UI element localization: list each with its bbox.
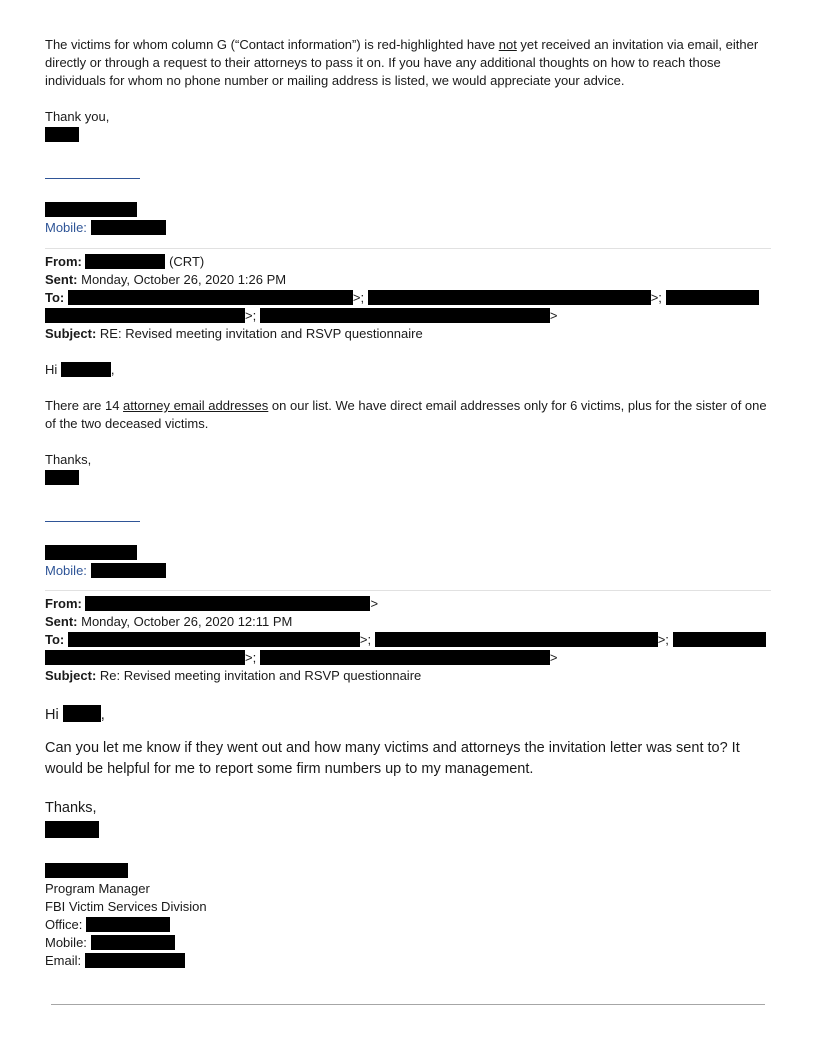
redacted-mobile [91,935,175,950]
mobile-line [45,562,771,580]
email-label: Email: [45,953,82,968]
recipient-separator: >; [352,290,365,305]
intro-closing: Thank you, [45,109,110,124]
greeting-punct: , [110,362,115,377]
redacted-recipient [673,632,766,647]
office-label: Office: [45,917,83,932]
recipient-end: > [549,308,558,323]
recipient-separator: >; [245,308,257,323]
email2-sent [45,613,771,631]
subject-value: RE: Revised meeting invitation and RSVP questionnaire [99,326,423,341]
redacted-recipient [375,632,658,647]
redacted-mobile [91,220,166,235]
redacted-name [45,470,79,485]
email2-to-cont [45,649,771,667]
body-text-2: on our list. We have direct email addresses only for 6 victims, plus for the sister of one of the two deceased victims. [45,398,767,431]
email2-body: Can you let me know if they went out and how many victims and attorneys the invitation letter was sent to? It would be helpful for me to report some firm numbers up to my management. [45,740,740,777]
email1-body [45,397,771,433]
attorney-email-link[interactable]: attorney email addresses [123,398,269,413]
redacted-signature-name [45,202,137,217]
subject-value: Re: Revised meeting invitation and RSVP questionnaire [99,668,422,683]
redacted-recipient [260,308,550,323]
recipient-separator: >; [359,632,372,647]
recipient-separator: >; [657,632,669,647]
redacted-mobile [91,563,166,578]
intro-not-word: not [498,37,517,52]
signature-title: Program Manager [45,881,150,896]
subject-label: Subject: [45,326,97,341]
redacted-recipient [45,650,245,665]
redacted-recipient [368,290,651,305]
redacted-recipient [666,290,759,305]
redacted-signature-name [45,863,128,878]
mobile-label: Mobile: [45,563,87,578]
intro-text-1: The victims for whom column G (“Contact information”) is red-highlighted have [45,37,499,52]
recipient-end: > [549,650,558,665]
email1-closing: Thanks, [45,452,92,467]
from-label: From: [45,254,82,269]
greeting-punct: , [100,707,105,723]
redacted-recipient [45,308,245,323]
recipient-separator: >; [245,650,257,665]
greeting-word: Hi [45,362,58,377]
body-text-1: There are 14 [45,398,124,413]
signature-rule [45,521,140,522]
email1-to-cont [45,307,771,325]
redacted-name [45,127,79,142]
email1-sent [45,271,771,289]
email-separator [45,248,771,249]
redacted-sender [85,254,165,269]
signature-rule [45,178,140,179]
email-separator [45,590,771,591]
redacted-recipient [68,632,360,647]
redacted-signature-name [45,545,137,560]
email2-closing: Thanks, [45,800,97,816]
email2-from [45,595,771,613]
sent-label: Sent: [45,614,78,629]
from-label: From: [45,596,82,611]
sent-value: Monday, October 26, 2020 1:26 PM [81,272,287,287]
mobile-line [45,219,771,237]
redacted-name [63,705,101,722]
intro-text-2: yet received an invitation via email, either directly or through a request to their attorneys to pass it on. If you have any additional thoughts on how to reach those individuals for whom no phone number or mailing address is listed, we would appreciate your advice. [45,37,759,88]
sent-value: Monday, October 26, 2020 12:11 PM [81,614,293,629]
redacted-sender [85,596,370,611]
sent-label: Sent: [45,272,78,287]
redacted-name [61,362,111,377]
to-label: To: [45,290,65,305]
to-label: To: [45,632,65,647]
redacted-office-phone [86,917,170,932]
subject-label: Subject: [45,668,97,683]
intro-paragraph [45,36,771,90]
email1-greeting [45,361,771,379]
email2-header [45,595,771,685]
signature-email [45,952,771,970]
email2-greeting [45,705,771,726]
email1-from [45,253,771,271]
redacted-email [85,953,185,968]
email2-subject [45,667,771,685]
from-suffix: (CRT) [169,254,205,269]
greeting-word: Hi [45,707,59,723]
email-document [45,36,771,970]
redacted-recipient [68,290,353,305]
recipient-separator: >; [650,290,662,305]
signature-office [45,916,771,934]
redacted-recipient [260,650,550,665]
email1-header [45,253,771,343]
redacted-name [45,821,99,838]
mobile-label: Mobile: [45,935,87,950]
mobile-label: Mobile: [45,220,87,235]
signature-division: FBI Victim Services Division [45,899,207,914]
email2-to [45,631,771,649]
email1-to [45,289,771,307]
signature-mobile [45,934,771,952]
page-bottom-rule [51,1004,765,1005]
email1-subject [45,325,771,343]
sender-end: > [370,596,379,611]
